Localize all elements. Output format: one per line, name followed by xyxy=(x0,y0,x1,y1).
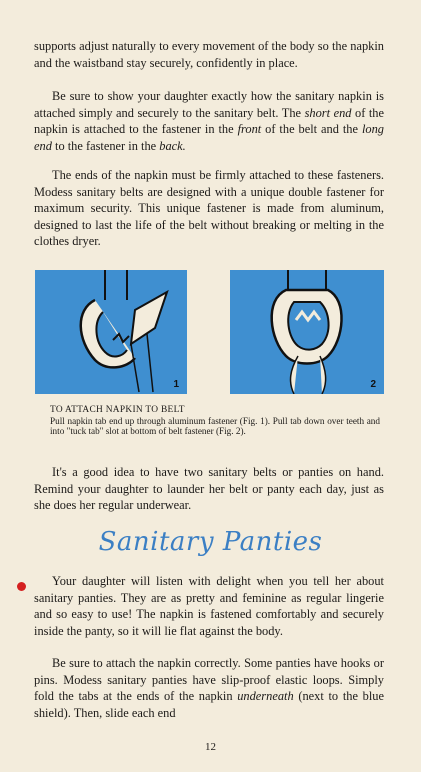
panties-attach-paragraph: Be sure to attach the napkin correctly. Some panties have hooks or pins. Modess sanitary panties have slip-proof elastic loops. Simply fold the tabs at the ends of the napkin underneath (next to the blue shield). Then, slide each end xyxy=(34,656,384,720)
figure-caption xyxy=(50,405,380,437)
caption-body: Pull napkin tab end up through aluminum fastener (Fig. 1). Pull tab down over teeth and into "tuck tab" slot at bottom of belt fastener (Fig. 2). xyxy=(50,415,380,437)
fastener-paragraph: The ends of the napkin must be firmly attached to these fasteners. Modess sanitary belts are designed with a unique double fastener for maximum security. This unique fastener is made from aluminum, designed to last the life of the belt without breaking or melting in the clothes dryer. xyxy=(34,168,384,249)
figure-1-number: 1 xyxy=(173,379,179,390)
figure-1 xyxy=(35,270,187,394)
two-belts-paragraph: It's a good idea to have two sanitary belts or panties on hand. Remind your daughter to launder her belt or panty each day, just as she does her regular underwear. xyxy=(34,465,384,513)
panties-intro-paragraph: Your daughter will listen with delight when you tell her about sanitary panties. They are as pretty and feminine as regular lingerie and so easy to use! The napkin is fastened comfortably and securely inside the panty, so it will lie flat against the body. xyxy=(34,574,384,638)
section-heading: Sanitary Panties xyxy=(98,527,323,557)
caption-title: TO ATTACH NAPKIN TO BELT xyxy=(50,405,185,415)
figure-1-illustration xyxy=(35,270,187,394)
page-number: 12 xyxy=(205,741,216,753)
figure-2 xyxy=(230,270,384,394)
red-marker-dot xyxy=(17,582,26,591)
intro-paragraph: supports adjust naturally to every movement of the body so the napkin and the waistband stay securely, confidently in place. xyxy=(34,39,384,70)
figure-row xyxy=(35,270,385,394)
attach-instructions-paragraph: Be sure to show your daughter exactly how the sanitary napkin is attached simply and securely to the sanitary belt. The short end of the napkin is attached to the fastener in the front of the belt and the long end to the fastener in the back. xyxy=(34,89,384,153)
figure-2-illustration xyxy=(230,270,384,394)
figure-2-number: 2 xyxy=(370,379,376,390)
